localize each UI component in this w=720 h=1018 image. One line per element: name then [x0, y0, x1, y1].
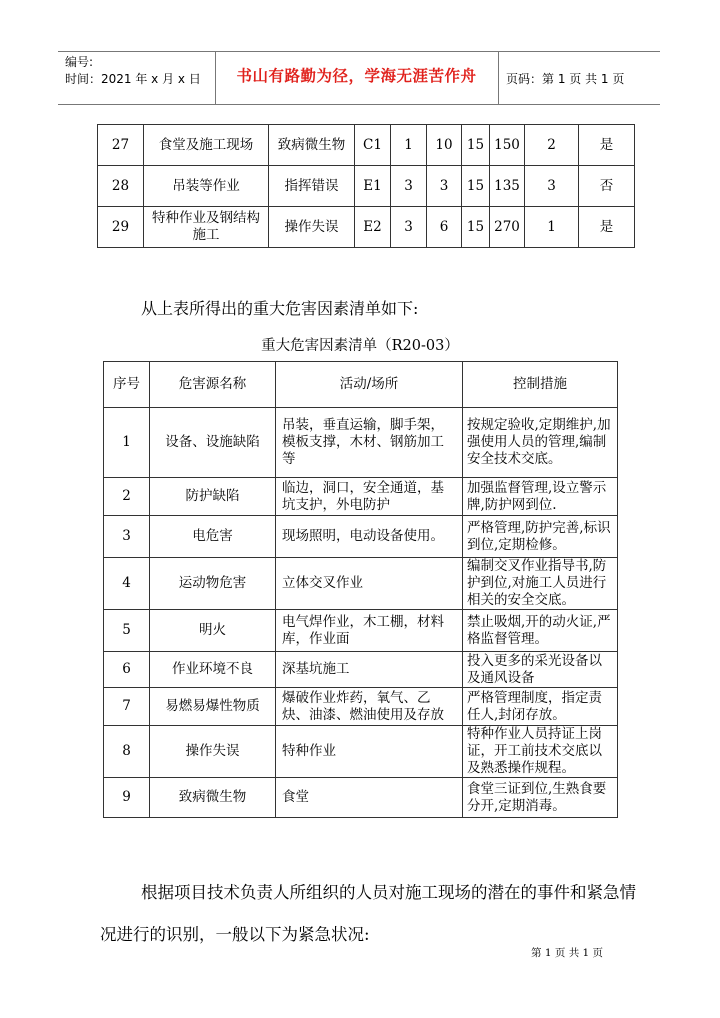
intro-paragraph: 从上表所得出的重大危害因素清单如下:: [141, 299, 419, 318]
table-cell: 易燃易爆性物质: [150, 688, 276, 726]
table-cell: 15: [462, 125, 490, 166]
table-cell: 4: [104, 558, 150, 610]
table-cell: 3: [391, 166, 427, 207]
table-cell: 严格管理,防护完善,标识到位,定期检修。: [463, 516, 618, 558]
table-cell: 食堂及施工现场: [144, 125, 269, 166]
table-cell: 10: [427, 125, 462, 166]
table-cell: 28: [98, 166, 144, 207]
column-header: 控制措施: [463, 362, 618, 408]
table-cell: 2: [104, 478, 150, 516]
table-row: [104, 726, 618, 778]
table-cell: 270: [490, 207, 525, 248]
document-number-label: 编号:: [65, 55, 94, 69]
table-cell: 135: [490, 166, 525, 207]
table-header-row: [104, 362, 618, 408]
major-hazard-list-table: [103, 361, 618, 818]
table-cell: 电危害: [150, 516, 276, 558]
header-info: [65, 54, 201, 88]
closing-paragraph: 根据项目技术负责人所组织的人员对施工现场的潜在的事件和紧急情况进行的识别，一般以下为紧急状况:: [100, 883, 636, 944]
table-cell: 设备、设施缺陷: [150, 408, 276, 478]
table-cell: 9: [104, 778, 150, 818]
table-cell: 爆破作业炸药，氧气、乙炔、油漆、燃油使用及存放: [276, 688, 463, 726]
table-cell: C1: [355, 125, 391, 166]
table-cell: 特种作业人员持证上岗证，开工前技术交底以及熟悉操作规程。: [463, 726, 618, 778]
table-cell: 吊装，垂直运输，脚手架，模板支撑，木材、钢筋加工等: [276, 408, 463, 478]
table-cell: 15: [462, 207, 490, 248]
header-divider: [498, 51, 499, 104]
table-cell: 是: [579, 125, 635, 166]
document-date: 时间：2021 年 x 月 x 日: [65, 72, 201, 86]
table-cell: 3: [525, 166, 579, 207]
table-caption: 重大危害因素清单（R20-03）: [261, 338, 459, 354]
table-cell: 深基坑施工: [276, 652, 463, 688]
table-row: [98, 125, 635, 166]
table-cell: 6: [104, 652, 150, 688]
table-row: [98, 166, 635, 207]
table-cell: 3: [104, 516, 150, 558]
header-bottom-rule: [58, 104, 660, 105]
table-cell: 27: [98, 125, 144, 166]
table-row: [98, 207, 635, 248]
table-cell: 吊装等作业: [144, 166, 269, 207]
table-cell: 操作失误: [150, 726, 276, 778]
table-cell: 是: [579, 207, 635, 248]
table-cell: 食堂: [276, 778, 463, 818]
table-cell: 严格管理制度，指定责任人,封闭存放。: [463, 688, 618, 726]
table-cell: 7: [104, 688, 150, 726]
table-row: [104, 558, 618, 610]
table-cell: 1: [525, 207, 579, 248]
table-cell: 特种作业: [276, 726, 463, 778]
major-hazard-list-body: [104, 408, 618, 818]
table-row: [104, 478, 618, 516]
table-cell: 禁止吸烟,开的动火证,严格监督管理。: [463, 610, 618, 652]
table-cell: 2: [525, 125, 579, 166]
table-cell: 投入更多的采光设备以及通风设备: [463, 652, 618, 688]
column-header: 活动/场所: [276, 362, 463, 408]
table-row: [104, 408, 618, 478]
table-cell: 食堂三证到位,生熟食要分开,定期消毒。: [463, 778, 618, 818]
table-cell: E2: [355, 207, 391, 248]
header-page-number: 页码：第 1 页 共 1 页: [506, 72, 625, 86]
table-cell: 150: [490, 125, 525, 166]
table-cell: 临边，洞口，安全通道，基坑支护，外电防护: [276, 478, 463, 516]
table-cell: 作业环境不良: [150, 652, 276, 688]
table-cell: 操作失误: [269, 207, 355, 248]
hazard-evaluation-table: [97, 124, 635, 248]
table-cell: 加强监督管理,设立警示牌,防护网到位.: [463, 478, 618, 516]
header-top-rule: [58, 51, 660, 52]
table-row: [104, 688, 618, 726]
table-cell: 按规定验收,定期维护,加强使用人员的管理,编制安全技术交底。: [463, 408, 618, 478]
table-cell: 6: [427, 207, 462, 248]
table-cell: 现场照明，电动设备使用。: [276, 516, 463, 558]
table-cell: 5: [104, 610, 150, 652]
table-cell: 1: [104, 408, 150, 478]
table-row: [104, 516, 618, 558]
table-cell: 3: [427, 166, 462, 207]
table-cell: 立体交叉作业: [276, 558, 463, 610]
header-motto: 书山有路勤为径，学海无涯苦作舟: [236, 67, 477, 85]
table-cell: 15: [462, 166, 490, 207]
page-footer: 第 1 页 共 1 页: [531, 947, 604, 959]
table-row: [104, 610, 618, 652]
table-cell: 电气焊作业，木工棚，材料库，作业面: [276, 610, 463, 652]
table-cell: 防护缺陷: [150, 478, 276, 516]
table-cell: 致病微生物: [150, 778, 276, 818]
table-cell: 编制交叉作业指导书,防护到位,对施工人员进行相关的安全交底。: [463, 558, 618, 610]
table-cell: 否: [579, 166, 635, 207]
column-header: 危害源名称: [150, 362, 276, 408]
table-cell: E1: [355, 166, 391, 207]
table-cell: 1: [391, 125, 427, 166]
table-cell: 29: [98, 207, 144, 248]
table-cell: 3: [391, 207, 427, 248]
table-cell: 指挥错误: [269, 166, 355, 207]
table-cell: 致病微生物: [269, 125, 355, 166]
hazard-evaluation-body: [98, 125, 635, 248]
table-row: [104, 652, 618, 688]
column-header: 序号: [104, 362, 150, 408]
table-cell: 运动物危害: [150, 558, 276, 610]
table-cell: 明火: [150, 610, 276, 652]
table-cell: 特种作业及钢结构施工: [144, 207, 269, 248]
table-row: [104, 778, 618, 818]
table-cell: 8: [104, 726, 150, 778]
